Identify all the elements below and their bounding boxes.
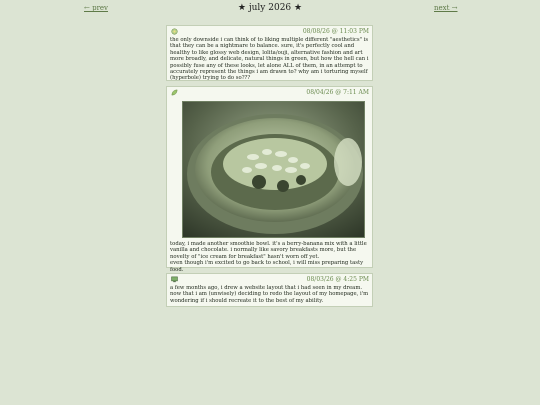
post-timestamp: 08/08/26 @ 11:03 PM — [302, 28, 369, 35]
flower-icon — [171, 28, 178, 35]
smoothie-bowl-image — [183, 102, 364, 237]
page-title: ★ july 2026 ★ — [237, 3, 303, 13]
post-header — [170, 89, 369, 98]
post-text — [170, 37, 369, 82]
post-timestamp: 08/03/26 @ 4:25 PM — [306, 276, 369, 283]
post-timestamp: 08/04/26 @ 7:11 AM — [306, 89, 369, 96]
post-text — [170, 241, 369, 273]
post-header — [170, 28, 369, 37]
post-text — [170, 285, 369, 304]
smoothie-bowl-photo — [182, 101, 365, 238]
prev-link[interactable]: ← prev — [84, 4, 109, 12]
post-card — [166, 25, 373, 81]
next-link[interactable]: next → — [434, 4, 458, 12]
post-card — [166, 273, 373, 307]
post-card — [166, 86, 373, 273]
post-paragraph: a few months ago, i drew a website layout that i had seen in my dream. now that i am (unwisely) deciding to redo the layout of my homepage, i'm wondering if i should recreate it to the best of my ability. — [170, 285, 369, 304]
post-paragraph: the only downside i can think of to liking multiple different "aesthetics" is that they can be a nightmare to balance. sure, it's perfectly cool and healthy to like glossy web design, lolita/ouji, alternative fashion and art more broadly, and delicate, natural things in green, but how the hell can i possibly fuse any of these looks, let alone ALL of them, in an attempt to accurately represent the things i am drawn to? why am i torturing myself (hyperbole) trying to do so??? — [170, 37, 369, 82]
post-header — [170, 276, 369, 285]
post-paragraph: even though i'm excited to go back to school, i will miss preparing tasty food. — [170, 260, 364, 273]
leaf-icon — [171, 89, 178, 96]
computer-icon — [171, 276, 178, 283]
top-navigation — [0, 0, 540, 20]
post-paragraph: today, i made another smoothie bowl. it's a berry-banana mix with a little vanilla and chocolate. i normally like savory breakfasts more, but the novelty of "ice cream for breakfast" hasn't worn off yet. — [170, 241, 367, 260]
